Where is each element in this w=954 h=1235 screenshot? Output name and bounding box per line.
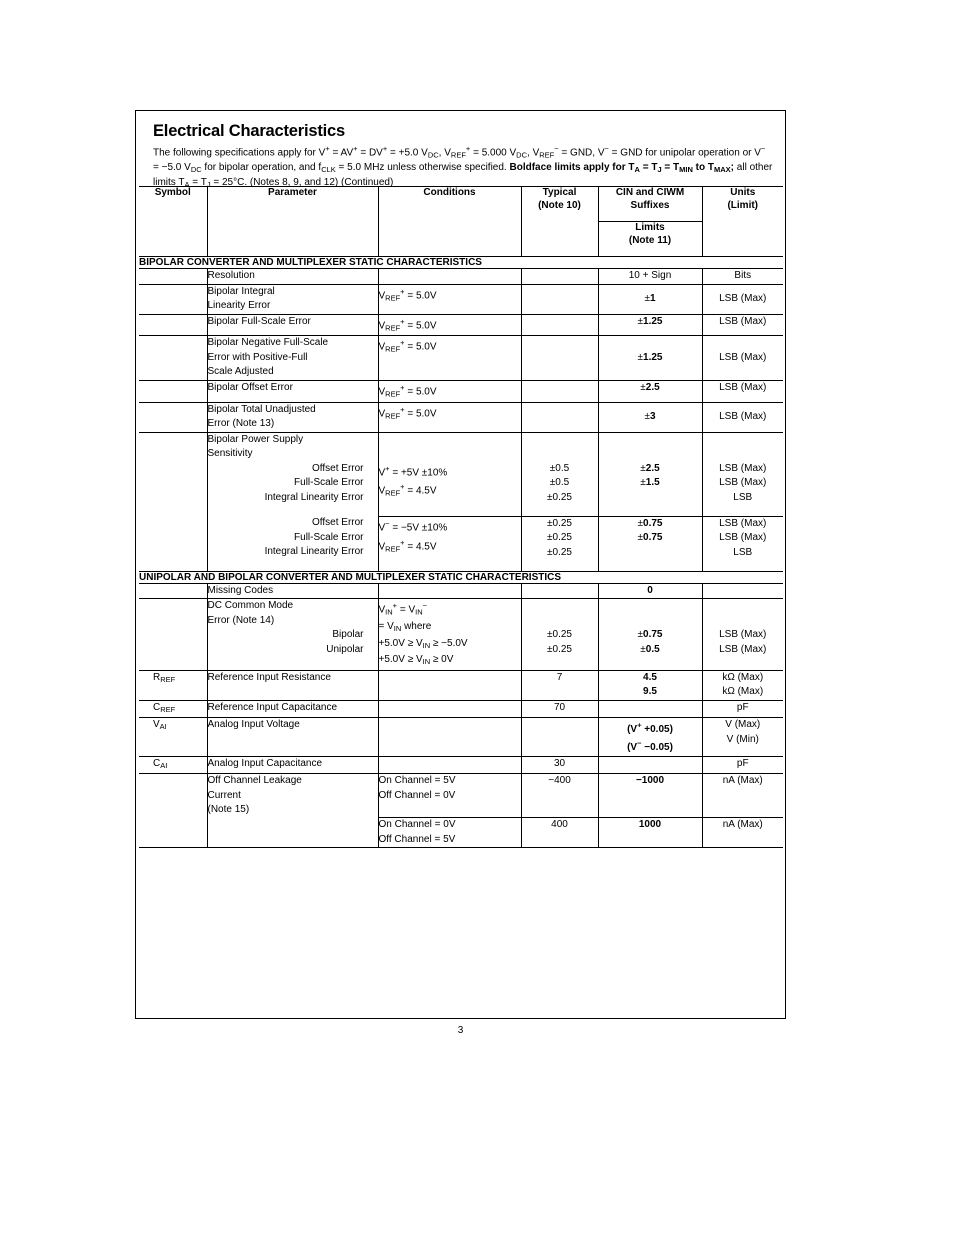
cell-parameter: DC Common Mode Error (Note 14) Bipolar Unipolar [207, 599, 378, 670]
table-row [139, 516, 783, 571]
table-row [139, 284, 783, 314]
header-suffixes [598, 187, 702, 222]
cell-units: LSB (Max) [702, 284, 783, 314]
cell-conditions: $V_{REF}^+ = 5.0V$ [378, 380, 521, 402]
cell-typical [521, 269, 598, 285]
cell-conditions [378, 718, 521, 757]
cell-conditions: $V_{REF}^+ = 5.0V$ [378, 402, 521, 432]
header-conditions: Conditions [378, 187, 521, 257]
cell-symbol [139, 314, 207, 336]
cell-limits: ±0.75 ±0.75 [598, 516, 702, 571]
cell-symbol [139, 774, 207, 818]
cell-typical [521, 718, 598, 757]
cell-symbol: $C_{REF}$ [139, 700, 207, 718]
cell-limits: (V+ +0.05) (V− −0.05) [598, 718, 702, 757]
cell-limits: 10 + Sign [598, 269, 702, 285]
cell-units: nA (Max) [702, 818, 783, 848]
table-row [139, 718, 783, 757]
cell-conditions [378, 756, 521, 774]
cell-units: LSB (Max) [702, 336, 783, 381]
cell-typical: 400 [521, 818, 598, 848]
table-row [139, 336, 783, 381]
table-row [139, 774, 783, 818]
cell-conditions: V+ = +5V ±10% $V_{REF}^+ = 4.5V$ [378, 432, 521, 516]
cell-typical [521, 380, 598, 402]
cell-typical: ±0.5 ±0.5 ±0.25 [521, 432, 598, 516]
cell-conditions: On Channel = 5V Off Channel = 0V [378, 774, 521, 818]
table-row [139, 599, 783, 670]
cell-units: LSB (Max) [702, 402, 783, 432]
cell-typical [521, 284, 598, 314]
cell-symbol [139, 599, 207, 670]
cell-symbol [139, 432, 207, 516]
cell-conditions: $V_{IN}^+ = V_{IN}^-$ = $V_{IN}$ where $+5.0V \ge V_{IN} \ge -5.0V$ $+5.0V \ge V_{IN} \ge 0V$ [378, 599, 521, 670]
intro-paragraph: The following specifications apply for V+ = AV+ = DV+ = +5.0 $V_{DC}$, $V_{REF}^+ = 5.000$ $V_{DC}$, $V_{REF}^-$ = GND, V− = GND for unipolar operation or V− = −5.0 $V_{DC}$ for bipolar operation, and $f_{CLK} = 5.0$ MHz unless otherwise specified. Boldface limits apply for $T_A = T_J = T_{MIN}$ to $T_{MAX}$; all other limits $T_A = T_J = 25^\circ C$. (Notes 8, 9, and 12) (Continued) [153, 144, 773, 190]
cell-conditions [378, 269, 521, 285]
cell-parameter: Bipolar Offset Error [207, 380, 378, 402]
cell-parameter: Bipolar Total Unadjusted Error (Note 13) [207, 402, 378, 432]
cell-parameter: Bipolar Full-Scale Error [207, 314, 378, 336]
table-row [139, 818, 783, 848]
cell-symbol [139, 818, 207, 848]
cell-conditions: V− = −5V ±10% $V_{REF}^+ = 4.5V$ [378, 516, 521, 571]
cell-parameter: Missing Codes [207, 583, 378, 599]
cell-units: LSB (Max) [702, 314, 783, 336]
header-limits-label: Limits [635, 222, 665, 233]
cell-symbol [139, 402, 207, 432]
cell-units: LSB (Max) LSB (Max) LSB [702, 432, 783, 516]
table-row [139, 670, 783, 700]
cell-symbol [139, 269, 207, 285]
cell-limits [598, 756, 702, 774]
cell-limits: ±1.25 [598, 314, 702, 336]
header-symbol: Symbol [154, 187, 191, 198]
cell-units: V (Max) V (Min) [702, 718, 783, 757]
table-row [139, 380, 783, 402]
cell-symbol [139, 284, 207, 314]
header-limits [598, 222, 702, 257]
cell-units: pF [702, 756, 783, 774]
cell-typical [521, 583, 598, 599]
cell-typical: ±0.25 ±0.25 [521, 599, 598, 670]
header-typical-label: Typical [542, 187, 577, 198]
table-row [139, 314, 783, 336]
cell-units: LSB (Max) LSB (Max) [702, 599, 783, 670]
header-suffix-line1: CIN and CIWM [615, 187, 685, 198]
cell-symbol [139, 583, 207, 599]
section-header [139, 571, 783, 583]
cell-symbol: $V_{AI}$ [139, 718, 207, 757]
table-row [139, 269, 783, 285]
page-title: Electrical Characteristics [153, 122, 345, 140]
cell-parameter: Bipolar Negative Full-Scale Error with Positive-Full Scale Adjusted [207, 336, 378, 381]
cell-typical [521, 402, 598, 432]
cell-limits: ±3 [598, 402, 702, 432]
cell-parameter: Off Channel Leakage Current (Note 15) [207, 774, 378, 818]
table-row [139, 583, 783, 599]
cell-typical: 7 [521, 670, 598, 700]
header-suffix-line2: Suffixes [630, 200, 670, 211]
cell-symbol [139, 516, 207, 571]
table-row [139, 432, 783, 516]
cell-conditions: $V_{REF}^+ = 5.0V$ [378, 314, 521, 336]
cell-typical [521, 314, 598, 336]
header-units [702, 187, 783, 257]
cell-limits: −1000 [598, 774, 702, 818]
cell-conditions [378, 583, 521, 599]
cell-parameter: Reference Input Capacitance [207, 700, 378, 718]
header-typical [521, 187, 598, 257]
cell-symbol: $R_{REF}$ [139, 670, 207, 700]
cell-limits: ±0.75 ±0.5 [598, 599, 702, 670]
table-body [139, 257, 783, 849]
cell-units: pF [702, 700, 783, 718]
cell-units: LSB (Max) LSB (Max) LSB [702, 516, 783, 571]
cell-parameter: Resolution [207, 269, 378, 285]
cell-units: LSB (Max) [702, 380, 783, 402]
cell-limits: 1000 [598, 818, 702, 848]
section-title: BIPOLAR CONVERTER AND MULTIPLEXER STATIC CHARACTERISTICS [139, 257, 783, 269]
cell-symbol [139, 380, 207, 402]
cell-parameter: Offset Error Full-Scale Error Integral Linearity Error [207, 516, 378, 571]
cell-parameter [207, 818, 378, 848]
cell-conditions [378, 700, 521, 718]
header-typical-note: (Note 10) [538, 200, 581, 211]
cell-parameter: Reference Input Resistance [207, 670, 378, 700]
table-row [139, 402, 783, 432]
cell-conditions: On Channel = 0V Off Channel = 5V [378, 818, 521, 848]
cell-typical: 70 [521, 700, 598, 718]
cell-conditions: $V_{REF}^+ = 5.0V$ [378, 284, 521, 314]
cell-parameter: Analog Input Capacitance [207, 756, 378, 774]
cell-limits: ±2.5 ±1.5 [598, 432, 702, 516]
cell-typical: 30 [521, 756, 598, 774]
cell-limits [598, 700, 702, 718]
cell-limits: ±1 [598, 284, 702, 314]
cell-units [702, 583, 783, 599]
cell-limits: 4.5 9.5 [598, 670, 702, 700]
cell-units: Bits [702, 269, 783, 285]
header-units-note: (Limit) [727, 200, 759, 211]
cell-parameter: Bipolar Power Supply Sensitivity Offset Error Full-Scale Error Integral Linearity Error [207, 432, 378, 516]
cell-units: kΩ (Max) kΩ (Max) [702, 670, 783, 700]
page-number: 3 [457, 1025, 464, 1036]
table-header-row [139, 187, 783, 222]
cell-units: nA (Max) [702, 774, 783, 818]
header-parameter: Parameter [207, 187, 378, 257]
table-row [139, 700, 783, 718]
cell-symbol: $C_{AI}$ [139, 756, 207, 774]
header-limits-note: (Note 11) [628, 235, 672, 246]
cell-conditions [378, 670, 521, 700]
cell-limits: ±2.5 [598, 380, 702, 402]
cell-symbol [139, 336, 207, 381]
header-units-label: Units [730, 187, 756, 198]
cell-typical [521, 336, 598, 381]
spec-table [139, 186, 783, 848]
cell-parameter: Analog Input Voltage [207, 718, 378, 757]
cell-conditions: $V_{REF}^+ = 5.0V$ [378, 336, 521, 381]
cell-typical: −400 [521, 774, 598, 818]
cell-limits: ±1.25 [598, 336, 702, 381]
table-bottom-rule [139, 848, 783, 849]
table-row [139, 756, 783, 774]
section-title: UNIPOLAR AND BIPOLAR CONVERTER AND MULTIPLEXER STATIC CHARACTERISTICS [139, 571, 783, 583]
cell-parameter: Bipolar Integral Linearity Error [207, 284, 378, 314]
cell-limits: 0 [598, 583, 702, 599]
cell-typical: ±0.25 ±0.25 ±0.25 [521, 516, 598, 571]
section-header [139, 257, 783, 269]
